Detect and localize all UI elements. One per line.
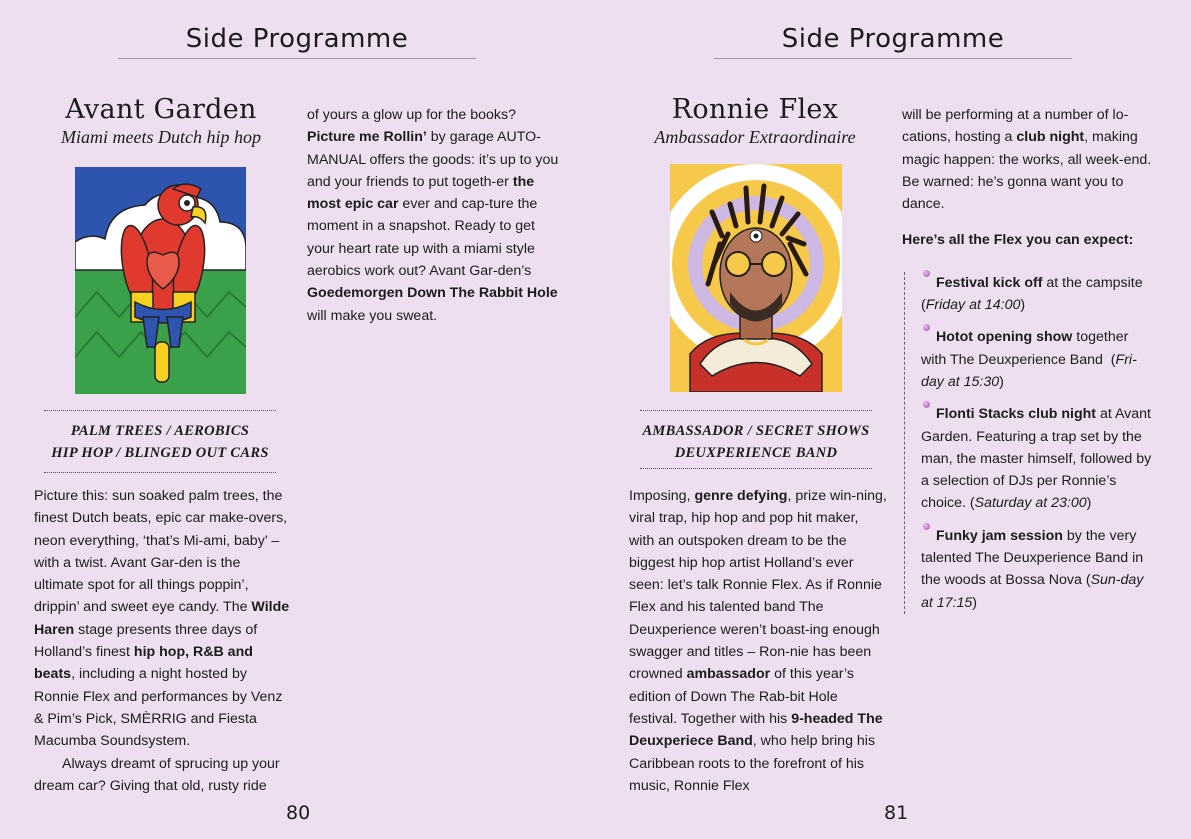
list-item: Flonti Stacks club night at Avant Garden. Featuring a trap set by the man, the master himself, followed by a selection of DJs per Ronnie’s choice. (Saturday at 23:00)	[921, 403, 1154, 514]
page-header: Side Programme	[714, 24, 1072, 59]
paragraph: Picture this: sun soaked palm trees, the finest Dutch beats, epic car make-overs, neon everything, ‘that’s Mi-ami, baby’ – with a twist. Avant Gar-den is the ultimate spot for all things poppin’, drippin’ and sweet eye candy. The Wilde Haren stage presents three days of Holland’s finest hip hop, R&B and beats, including a night hosted by Ronnie Flex and performances by Venz & Pim’s Pick, SMÈRRIG and Fiesta Macumba Soundsystem.	[34, 488, 290, 750]
events-list	[904, 272, 1154, 614]
tags-box	[44, 410, 276, 473]
article-body-col-2	[902, 104, 1154, 624]
bullet-icon	[923, 270, 930, 277]
page-number: 80	[286, 802, 311, 824]
ronnie-flex-portrait	[670, 164, 842, 392]
bullet-icon	[923, 523, 930, 530]
tags-line: AMBASSADOR / SECRET SHOWS	[642, 423, 870, 439]
list-item: Hotot opening show together with The Deuxperience Band (Fri-day at 15:30)	[921, 326, 1154, 393]
left-page	[0, 0, 595, 839]
list-item: Funky jam session by the very talented The Deuxperience Band in the woods at Bossa Nova (Sun-day at 17:15)	[921, 525, 1154, 614]
tags-box	[640, 410, 872, 469]
paragraph: will be performing at a number of lo-cations, hosting a club night, making magic happen: the works, all week-end. Be warned: he’s gonna want you to dance.	[902, 107, 1152, 213]
parrot-illustration	[75, 167, 246, 394]
right-page	[596, 0, 1191, 839]
paragraph: Imposing, genre defying, prize win-ning, viral trap, hip hop and pop hit maker, with an outspoken dream to be the biggest hip hop artist Holland’s ever seen: let’s talk Ronnie Flex. As if Ronnie Flex and his talented band The Deuxperience weren’t boast-ing enough swagger and titles – Ron-nie has been crowned ambassador of this year’s edition of Down The Rab-bit Hole festival. Together with his 9-headed The Deuxperiece Band, who help bring his Caribbean roots to the forefront of his music, Ronnie Flex	[629, 488, 887, 794]
tags-line: DEUXPERIENCE BAND	[674, 445, 838, 461]
tags-line: PALM TREES / AEROBICS	[70, 423, 250, 439]
list-heading: Here’s all the Flex you can expect:	[902, 232, 1134, 249]
article-title-block	[630, 94, 880, 148]
article-body-col-1	[629, 485, 887, 797]
article-body-col-2	[307, 104, 559, 327]
tags-line: HIP HOP / BLINGED OUT CARS	[51, 445, 269, 461]
divider	[640, 468, 872, 469]
paragraph: of yours a glow up for the books? Picture me Rollin’ by garage AUTO-MANUAL offers the goods: it’s up to you and your friends to put togeth-er the most epic car ever and cap-ture the moment in a snapshot. Ready to get your heart rate up with a miami style aerobics work out? Avant Gar-den’s Goedemorgen Down The Rabbit Hole will make you sweat.	[307, 107, 559, 324]
article-body-col-1	[34, 485, 292, 797]
list-item: Festival kick off at the campsite (Friday at 14:00)	[921, 272, 1154, 317]
article-title: Avant Garden	[65, 94, 257, 125]
page-header: Side Programme	[118, 24, 476, 59]
paragraph: Always dreamt of sprucing up your dream car? Giving that old, rusty ride	[34, 755, 280, 794]
page-number: 81	[884, 802, 909, 824]
article-title-block	[36, 94, 286, 148]
article-title: Ronnie Flex	[671, 94, 839, 125]
article-subtitle: Ambassador Extraordinaire	[654, 127, 856, 147]
article-subtitle: Miami meets Dutch hip hop	[61, 127, 261, 147]
